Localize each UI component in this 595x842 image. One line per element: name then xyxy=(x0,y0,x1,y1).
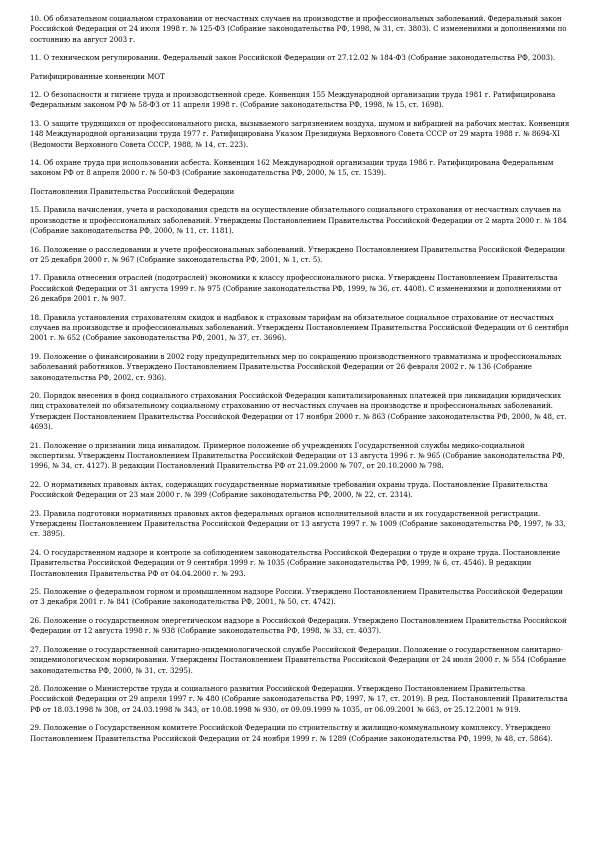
list-item: 11. О техническом регулировании. Федеральный закон Российской Федерации от 27.12.02 № 184-ФЗ (Собрание законодательства РФ, 2003). xyxy=(30,53,556,63)
list-item: 19. Положение о финансировании в 2002 году предупредительных мер по сокращению производственного травматизма и профессиональных заболеваний работников. Утверждено Постановлением Правительства Российской Федерации от 26 февраля 2002 г. № 136 (Собрание законодательства РФ, 2002, ст. 936). xyxy=(30,351,562,382)
list-item: 20. Порядок внесения в фонд социального страхования Российской Федерации капитализированных платежей при ликвидации юридических лиц страхователей по обязательному социальному страхованию от несчастных случаев на производстве и профессиональных заболеваний. Утвержден Постановлением Правительства Российской Федерации от 17 ноября 2000 г. № 863 (Собрание законодательства РФ, 2000, № 48, ст. 4693). xyxy=(30,390,567,432)
section-heading: Постановления Правительства Российской Федерации xyxy=(30,186,235,196)
list-item: 13. О защите трудящихся от профессионального риска, вызываемого загрязнением воздуха, шумом и вибрацией на рабочих местах. Конвенция 148 Международной организации труда 1977 г. Ратифицирована Указом Президиума Верховного Совета СССР от 29 марта 1988 г. № 8694-XI (Ведомости Верховного Совета СССР, 1988, № 14, ст. 223). xyxy=(30,118,570,149)
list-item: 26. Положение о государственном энергетическом надзоре в Российской Федерации. Утверждено Постановлением Правительства Российской Федерации от 12 августа 1998 г. № 938 (Собрание законодательства РФ, 1998, № 33, ст. 4037). xyxy=(30,615,567,636)
list-item: 16. Положение о расследовании и учете профессиональных заболеваний. Утверждено Постановлением Правительства Российской Федерации от 25 декабря 2000 г. № 967 (Собрание законодательства РФ, 2001, № 1, ст. 5). xyxy=(30,244,566,264)
list-item: 22. О нормативных правовых актах, содержащих государственные нормативные требования охраны труда. Постановление Правительства Российской Федерации от 23 мая 2000 г. № 399 (Собрание законодательства РФ, 2000, № 22, ст. 2314). xyxy=(30,479,548,500)
list-item: 28. Положение о Министерстве труда и социального развития Российской Федерации. Утверждено Постановлением Правительства Российской Федерации от 29 апреля 1997 г. № 480 (Собрание законодательства РФ, 1997, № 17, ст. 2019). В ред. Постановлений Правительства РФ от 18.03.1998 № 308, от 24.03.1998 № 343, от 10.08.1998 № 930, от 09.09.1999 № 1035, от 06.09.2001 № 663, от 25.12.2001 № 919. xyxy=(30,683,568,714)
list-item: 23. Правила подготовки нормативных правовых актов федеральных органов исполнительной власти и их государственной регистрации. Утверждены Постановлением Правительства Российской Федерации от 13 августа 1997 г. № 1009 (Собрание законодательства РФ, 1997, № 33, ст. 3895). xyxy=(30,508,566,539)
list-item: 18. Правила установления страхователям скидок и надбавок к страховым тарифам на обязательное социальное страхование от несчастных случаев на производстве и профессиональных заболеваний. Утверждены Постановлением Правительства Российской Федерации от 6 сентября 2001 г. № 652 (Собрание законодательства РФ, 2001, № 37, ст. 3696). xyxy=(30,312,569,343)
section-heading: Ратифицированные конвенции МОТ xyxy=(30,71,165,81)
list-item: 27. Положение о государственной санитарно-эпидемиологической службе Российской Федерации. Положение о государственном санитарно-эпидемиологическом нормировании. Утверждены Постановлением Правительства Российской Федерации от 24 июля 2000 г. № 554 (Собрание законодательства РФ, 2000, № 31, ст. 3295). xyxy=(30,644,567,675)
document-page xyxy=(30,14,570,752)
list-item: 14. Об охране труда при использовании асбеста. Конвенция 162 Международной организации труда 1986 г. Ратифицирована Федеральным законом РФ от 8 апреля 2000 г. № 50-ФЗ (Собрание законодательства РФ, 2000, № 15, ст. 1539). xyxy=(30,158,554,178)
list-item: 24. О государственном надзоре и контроле за соблюдением законодательства Российской Федерации о труде и охране труда. Постановление Правительства Российской Федерации от 9 сентября 1999 г. № 1035 (Собрание законодательства РФ, 1999, № 6, ст. 4546). В редакции Постановления Правительства РФ от 04.04.2000 г. № 293. xyxy=(30,547,560,578)
list-item: 21. Положение о признании лица инвалидом. Примерное положение об учреждениях Государственной службы медико-социальной экспертизы. Утверждены Постановлением Правительства Российской Федерации от 13 августа 1996 г. № 965 (Собрание законодательства РФ, 1996, № 34, ст. 4127). В редакции Постановлений Правительства РФ от 21.09.2000 № 707, от 20.10.2000 № 798. xyxy=(30,440,565,471)
list-item: 17. Правила отнесения отраслей (подотраслей) экономики к классу профессионального риска. Утверждены Постановлением Правительства Российской Федерации от 31 августа 1999 г. № 975 (Собрание законодательства РФ, 1999, № 36, ст. 4408). С изменениями и дополнениями от 26 декабря 2001 г. № 907. xyxy=(30,273,562,304)
list-item: 10. Об обязательном социальном страховании от несчастных случаев на производстве и профессиональных заболеваний. Федеральный закон Российской Федерации от 24 июля 1998 г. № 125-ФЗ (Собрание законодательства РФ, 1998, № 31, ст. 3803). С изменениями и дополнениями по состоянию на август 2003 г. xyxy=(30,14,567,44)
list-item: 25. Положение о федеральном горном и промышленном надзоре России. Утверждено Постановлением Правительства Российской Федерации от 3 декабря 2001 г. № 841 (Собрание законодательства РФ, 2001, № 50, ст. 4742). xyxy=(30,587,563,607)
list-item: 12. О безопасности и гигиене труда и производственной среде. Конвенция 155 Международной организации труда 1981 г. Ратифицирована Федеральным законом РФ № 58-ФЗ от 11 апреля 1998 г. (Собрание законодательства РФ, 1998, № 15, ст. 1698). xyxy=(30,90,556,110)
list-item: 15. Правила начисления, учета и расходования средств на осуществление обязательного социального страхования от несчастных случаев на производстве и профессиональных заболеваний. Утверждены Постановлением Правительства Российской Федерации от 2 марта 2000 г. № 184 (Собрание законодательства РФ, 2000, № 11, ст. 1181). xyxy=(30,205,567,236)
list-item: 29. Положение о Государственном комитете Российской Федерации по строительству и жилищно-коммунальному комплексу. Утверждено Постановлением Правительства Российской Федерации от 24 ноября 1999 г. № 1289 (Собрание законодательства РФ, 1999, № 48, ст. 5864). xyxy=(30,723,553,743)
